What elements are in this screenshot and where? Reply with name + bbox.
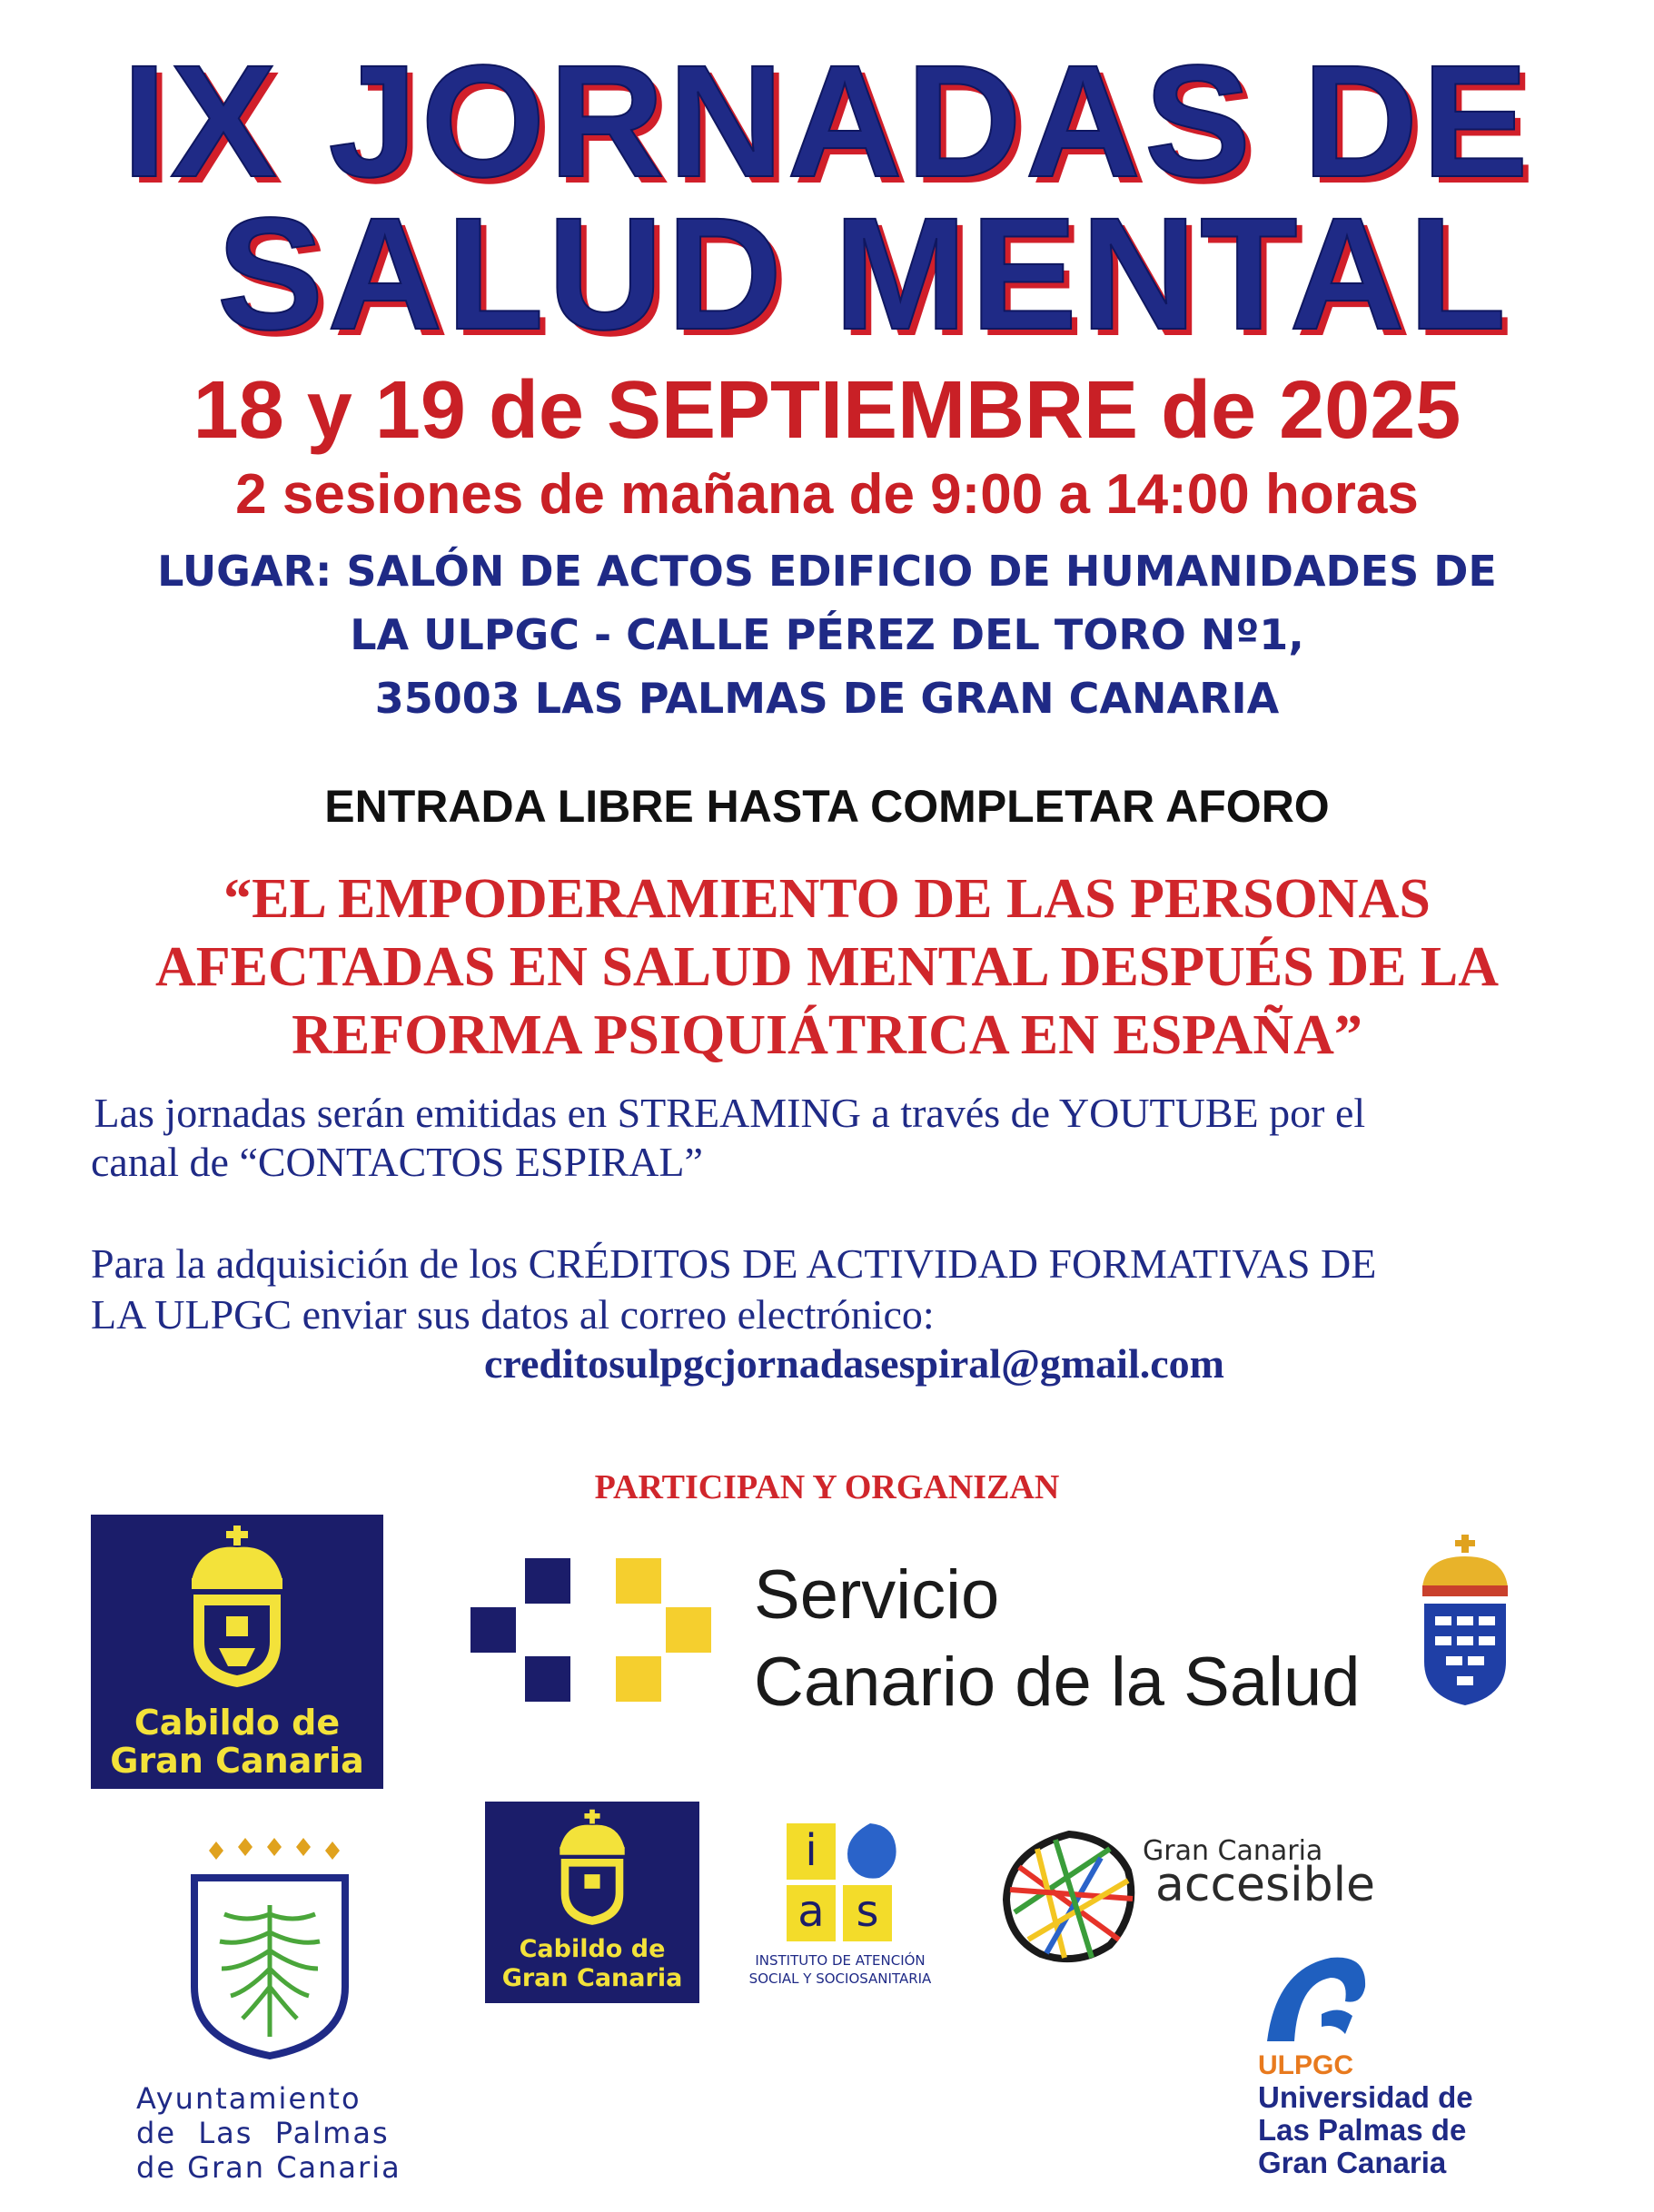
ulpgc-line-2: Las Palmas de <box>1258 2113 1467 2147</box>
cabildo-crest-small-icon <box>547 1809 638 1927</box>
organizers-heading: PARTICIPAN Y ORGANIZAN <box>594 1468 1060 1506</box>
ayuntamiento-line-1: Ayuntamiento <box>136 2081 362 2116</box>
location-line-3: 35003 LAS PALMAS DE GRAN CANARIA <box>374 674 1280 723</box>
title-line-1: IX JORNADAS DE <box>122 33 1532 211</box>
cabildo-gran-canaria-small-logo <box>485 1802 699 2003</box>
event-sessions: 2 sesiones de mañana de 9:00 a 14:00 horas <box>235 463 1419 526</box>
ayuntamiento-line-3: de Gran Canaria <box>136 2150 401 2185</box>
streaming-line-1: Las jornadas serán emitidas en STREAMING a través de YOUTUBE por el <box>84 1090 1366 1136</box>
ias-line-2: SOCIAL Y SOCIOSANITARIA <box>748 1970 932 1987</box>
location-line-2: LA ULPGC - CALLE PÉREZ DEL TORO Nº1, <box>350 610 1304 659</box>
ias-letter-a: a <box>787 1885 836 1941</box>
ias-letter-i: i <box>787 1823 836 1880</box>
gran-canaria-accesible-island-icon <box>1001 1831 1137 1967</box>
cabildo-crest-icon <box>173 1526 301 1689</box>
entry-notice: ENTRADA LIBRE HASTA COMPLETAR AFORO <box>324 781 1330 832</box>
cabildo-big-line-1: Cabildo de <box>134 1703 341 1743</box>
theme-line-1: “EL EMPODERAMIENTO DE LAS PERSONAS <box>223 868 1431 930</box>
credits-line-2: LA ULPGC enviar sus datos al correo electrónico: <box>91 1291 935 1338</box>
ias-line-1: INSTITUTO DE ATENCIÓN <box>755 1952 926 1969</box>
ayuntamiento-line-2: de Las Palmas <box>136 2116 390 2150</box>
gran-canaria-island-icon <box>843 1822 899 1881</box>
ulpgc-acronym: ULPGC <box>1258 2050 1353 2080</box>
ulpgc-wave-icon <box>1258 1950 1376 2050</box>
accesible-small-label: Gran Canaria <box>1143 1835 1323 1867</box>
accesible-big-label: accesible <box>1155 1858 1376 1912</box>
scs-checker-icon <box>470 1558 716 1703</box>
cabildo-big-line-2: Gran Canaria <box>110 1741 364 1781</box>
canarias-crest-icon <box>1415 1535 1515 1707</box>
ulpgc-line-3: Gran Canaria <box>1258 2146 1447 2179</box>
cabildo-small-line-1: Cabildo de <box>519 1935 666 1963</box>
ayuntamiento-palm-shield-icon <box>183 1832 356 2059</box>
title-line-2: SALUD MENTAL <box>216 185 1510 363</box>
scs-line-2: Canario de la Salud <box>754 1644 1361 1721</box>
cabildo-gran-canaria-logo <box>91 1515 383 1789</box>
cabildo-small-line-2: Gran Canaria <box>501 1964 683 1992</box>
theme-line-2: AFECTADAS EN SALUD MENTAL DESPUÉS DE LA <box>154 936 1500 998</box>
location-line-1: LUGAR: SALÓN DE ACTOS EDIFICIO DE HUMANIDADES DE <box>157 547 1497 596</box>
streaming-line-2: canal de “CONTACTOS ESPIRAL” <box>91 1139 703 1185</box>
ias-logo <box>752 1816 970 1961</box>
event-dates: 18 y 19 de SEPTIEMBRE de 2025 <box>193 365 1461 456</box>
theme-line-3: REFORMA PSIQUIÁTRICA EN ESPAÑA” <box>292 1004 1362 1066</box>
ias-letter-s: s <box>843 1885 892 1941</box>
credits-email-link[interactable]: creditosulpgcjornadasespiral@gmail.com <box>484 1340 1224 1387</box>
scs-line-1: Servicio <box>754 1556 1000 1634</box>
ulpgc-line-1: Universidad de <box>1258 2080 1473 2114</box>
credits-line-1: Para la adquisición de los CRÉDITOS DE ACTIVIDAD FORMATIVAS DE <box>91 1240 1377 1287</box>
